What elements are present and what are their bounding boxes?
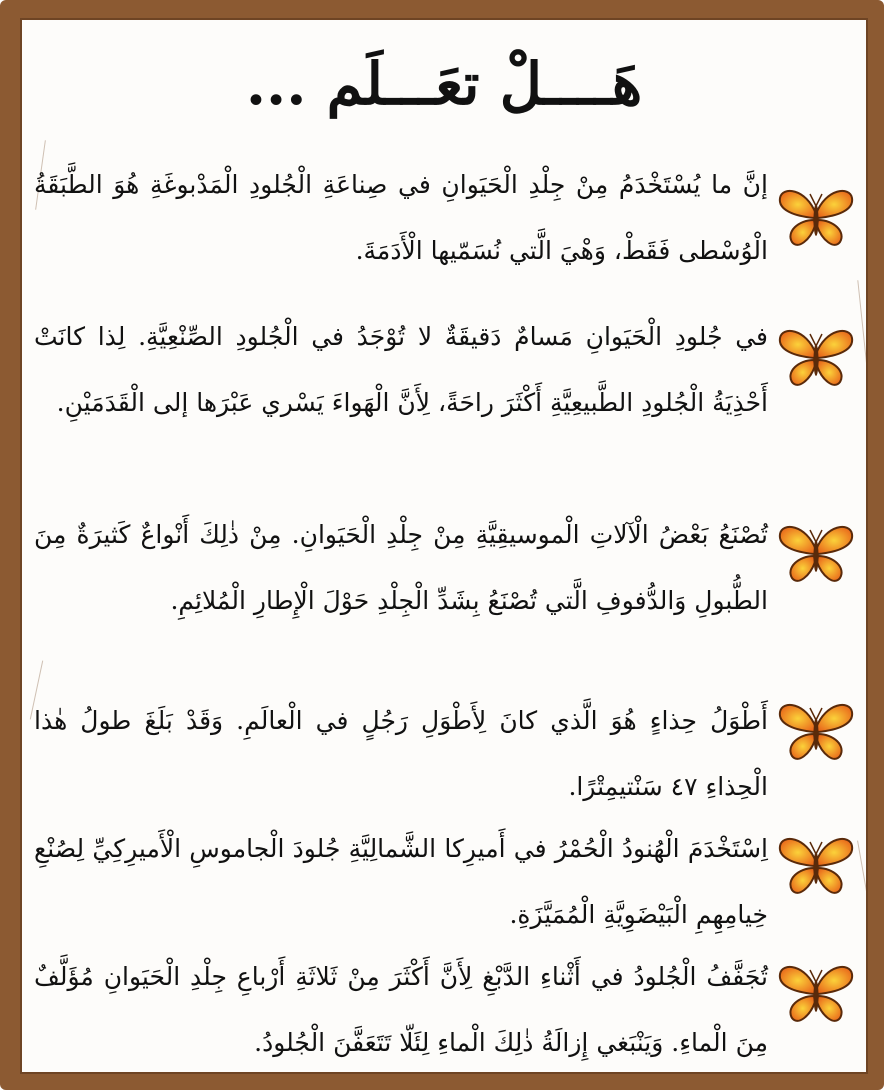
fact-text: تُجَفَّفُ الْجُلودُ في أَثْناءِ الدَّبْغِ لِأَنَّ أَكْثَرَ مِنْ ثَلاثَةِ أَرْباعِ جِلْدِ الْحَيَوانِ مُؤَلَّفٌ مِنَ الْماءِ. وَيَنْبَغي إِزالَةُ ذٰلِكَ الْماءِ لِئَلّا تَتَعَفَّنَ الْجُلودُ. bbox=[34, 962, 768, 1057]
butterfly-icon bbox=[776, 324, 856, 390]
fact-text: في جُلودِ الْحَيَوانِ مَسامٌ دَقيقَةٌ لا تُوْجَدُ في الْجُلودِ الصِّنْعِيَّةِ. لِذا كانَتْ أَحْذِيَةُ الْجُلودِ الطَّبيعِيَّةِ أَكْثَرَ راحَةً، لِأَنَّ الْهَواءَ يَسْري عَبْرَها إلى الْقَدَمَيْنِ. bbox=[34, 322, 768, 417]
fact-item bbox=[34, 304, 866, 502]
fact-item bbox=[34, 152, 866, 284]
fact-item bbox=[34, 944, 866, 1074]
butterfly-icon bbox=[776, 520, 856, 586]
fact-item bbox=[34, 816, 866, 948]
butterfly-icon bbox=[776, 832, 856, 898]
fact-text: أَطْوَلُ حِذاءٍ هُوَ الَّذي كانَ لِأَطْوَلِ رَجُلٍ في الْعالَمِ. وَقَدْ بَلَغَ طولُ هٰذا الْحِذاءِ ٤٧ سَنْتيمِتْرًا. bbox=[34, 706, 768, 801]
butterfly-icon bbox=[776, 698, 856, 764]
fact-item bbox=[34, 688, 866, 820]
fact-item bbox=[34, 502, 866, 700]
fact-text: اِسْتَخْدَمَ الْهُنودُ الْحُمْرُ في أَميرِكا الشَّمالِيَّةِ جُلودَ الْجاموسِ الْأَميرِكِيِّ لِصُنْعِ خِيامِهِمِ الْبَيْضَوِيَّةِ الْمُمَيَّزَةِ. bbox=[34, 834, 768, 929]
fact-text: تُصْنَعُ بَعْضُ الْآلاتِ الْموسيقِيَّةِ مِنْ جِلْدِ الْحَيَوانِ. مِنْ ذٰلِكَ أَنْواعٌ كَثيرَةٌ مِنَ الطُّبولِ وَالدُّفوفِ الَّتي تُصْنَعُ بِشَدِّ الْجِلْدِ حَوْلَ الْإِطارِ الْمُلائِمِ. bbox=[34, 520, 768, 615]
paper-panel bbox=[20, 18, 868, 1074]
butterfly-icon bbox=[776, 184, 856, 250]
page-title: هَــــلْ تعَـــلَم ... bbox=[245, 50, 643, 118]
fact-text: إنَّ ما يُسْتَخْدَمُ مِنْ جِلْدِ الْحَيَوانِ في صِناعَةِ الْجُلودِ الْمَدْبوغَةِ هُوَ الطَّبَقَةُ الْوُسْطى فَقَطْ، وَهْيَ الَّتي نُسَمّيها الْأَدَمَةَ. bbox=[34, 170, 768, 265]
butterfly-icon bbox=[776, 960, 856, 1026]
